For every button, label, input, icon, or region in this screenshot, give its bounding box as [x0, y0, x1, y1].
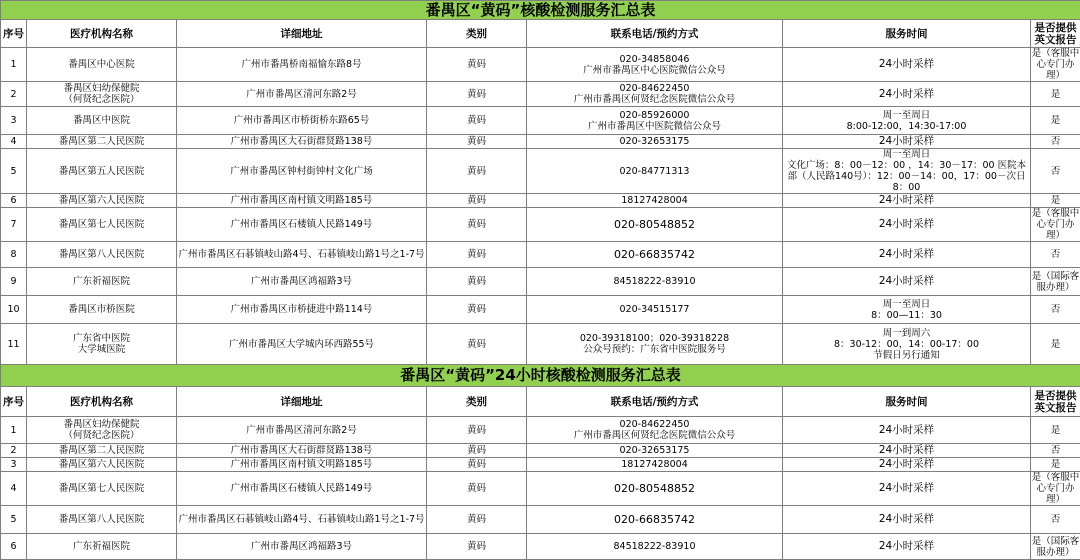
table-row [1, 506, 1080, 534]
address-text: 广州市番禺区南村镇文明路185号 [231, 459, 373, 470]
header-english-report-text: 是否提供英文报告 [1035, 390, 1077, 414]
category [427, 135, 527, 149]
table-row [1, 324, 1080, 365]
english-report-text: 否 [1051, 166, 1061, 177]
row-number-text: 4 [10, 136, 16, 147]
institution-name [27, 82, 177, 107]
institution-name [27, 208, 177, 242]
institution-name [27, 194, 177, 208]
address [177, 149, 427, 194]
service-time [783, 472, 1031, 506]
header-contact-text: 联系电话/预约方式 [611, 28, 699, 40]
header-contact [527, 20, 783, 48]
address-text: 广州市番禺区石楼镇人民路149号 [231, 483, 373, 494]
english-report-text: 是（客服中心专门办理） [1032, 208, 1080, 241]
service-time [783, 458, 1031, 472]
row-number-text: 10 [7, 304, 19, 315]
row-number-text: 6 [10, 541, 16, 552]
contact-text: 020-85926000 广州市番禺区中医院微信公众号 [588, 110, 721, 132]
address [177, 417, 427, 444]
table-row [1, 208, 1080, 242]
category-text: 黄码 [467, 483, 486, 494]
row-number [1, 506, 27, 534]
service-time [783, 135, 1031, 149]
service-time-text: 周一至周日 8:00-12:00，14:30-17:00 [847, 110, 967, 132]
header-row-number [1, 387, 27, 417]
institution-name [27, 242, 177, 268]
address [177, 472, 427, 506]
institution-name-text: 番禺区第二人民医院 [59, 136, 145, 147]
institution-name-text: 番禺区第八人民医院 [59, 514, 145, 525]
contact [527, 324, 783, 365]
institution-name-text: 番禺区第六人民医院 [59, 459, 145, 470]
row-number [1, 324, 27, 365]
header-institution-name [27, 20, 177, 48]
address [177, 208, 427, 242]
institution-name [27, 506, 177, 534]
address [177, 444, 427, 458]
address [177, 458, 427, 472]
contact-text: 020-34858046 广州市番禺区中心医院微信公众号 [583, 54, 726, 76]
header-contact [527, 387, 783, 417]
address-text: 广州市番禺区石碁镇岐山路4号、石碁镇岐山路1号之1-7号 [178, 514, 424, 525]
category [427, 208, 527, 242]
service-time-text: 24小时采样 [879, 218, 934, 230]
contact [527, 417, 783, 444]
english-report [1031, 242, 1080, 268]
address [177, 135, 427, 149]
address-text: 广州市番禺区鸿福路3号 [251, 276, 352, 287]
row-number-text: 5 [10, 514, 16, 525]
header-category [427, 387, 527, 417]
service-time-text: 24小时采样 [879, 135, 934, 147]
address [177, 107, 427, 135]
row-number [1, 208, 27, 242]
row-number [1, 48, 27, 82]
address-text: 广州市番禺区大学城内环西路55号 [229, 339, 374, 350]
row-number-text: 3 [10, 115, 16, 126]
service-time [783, 208, 1031, 242]
table-row [1, 194, 1080, 208]
row-number-text: 9 [10, 276, 16, 287]
contact-text: 84518222-83910 [613, 276, 695, 287]
institution-name-text: 番禺区第八人民医院 [59, 249, 145, 260]
institution-name [27, 296, 177, 324]
table-title [1, 365, 1080, 387]
institution-name [27, 268, 177, 296]
institution-name-text: 广东省中医院 大学城医院 [73, 333, 130, 355]
contact-text: 020-80548852 [614, 482, 695, 495]
contact [527, 107, 783, 135]
row-number-text: 11 [7, 339, 19, 350]
address-text: 广州市番禺区石碁镇岐山路4号、石碁镇岐山路1号之1-7号 [178, 249, 424, 260]
institution-name [27, 48, 177, 82]
contact [527, 242, 783, 268]
english-report [1031, 472, 1080, 506]
service-time-text: 24小时采样 [879, 275, 934, 287]
row-number [1, 194, 27, 208]
row-number-text: 1 [10, 59, 16, 70]
row-number-text: 7 [10, 219, 16, 230]
english-report [1031, 324, 1080, 365]
header-institution-name [27, 387, 177, 417]
table-title [1, 1, 1080, 20]
table-row [1, 82, 1080, 107]
header-category-text: 类别 [466, 28, 487, 40]
institution-name-text: 广东祈福医院 [73, 276, 130, 287]
contact-text: 020-66835742 [614, 248, 695, 261]
contact [527, 296, 783, 324]
header-institution-name-text: 医疗机构名称 [70, 28, 133, 40]
address-text: 广州市番禺区大石街群贤路138号 [231, 445, 373, 456]
institution-name-text: 番禺区中心医院 [68, 59, 135, 70]
header-service-time [783, 387, 1031, 417]
institution-name [27, 107, 177, 135]
table-row [1, 149, 1080, 194]
service-time [783, 82, 1031, 107]
category [427, 534, 527, 560]
english-report-text: 是（客服中心专门办理） [1032, 48, 1080, 81]
row-number [1, 296, 27, 324]
address-text: 广州市番禺区南村镇文明路185号 [231, 195, 373, 206]
address-text: 广州市番禺区钟村街钟村文化广场 [230, 166, 373, 177]
header-english-report-text: 是否提供英文报告 [1035, 22, 1077, 46]
english-report [1031, 444, 1080, 458]
row-number-text: 2 [10, 445, 16, 456]
contact [527, 472, 783, 506]
service-time-text: 24小时采样 [879, 88, 934, 100]
contact-text: 020-32653175 [620, 445, 690, 456]
address-text: 广州市番禺区市桥街桥东路65号 [234, 115, 370, 126]
contact [527, 48, 783, 82]
address [177, 534, 427, 560]
header-institution-name-text: 医疗机构名称 [70, 396, 133, 408]
service-time [783, 268, 1031, 296]
category-text: 黄码 [467, 219, 486, 230]
service-time [783, 296, 1031, 324]
row-number-text: 1 [10, 425, 16, 436]
english-report [1031, 107, 1080, 135]
contact [527, 135, 783, 149]
row-number [1, 149, 27, 194]
address [177, 296, 427, 324]
address-text: 广州市番禺区清河东路2号 [246, 425, 357, 436]
row-number [1, 107, 27, 135]
contact-text: 020-84771313 [620, 166, 690, 177]
category [427, 506, 527, 534]
category-text: 黄码 [467, 89, 486, 100]
category-text: 黄码 [467, 115, 486, 126]
table-row [1, 458, 1080, 472]
service-time-text: 24小时采样 [879, 58, 934, 70]
contact-text: 84518222-83910 [613, 541, 695, 552]
english-report [1031, 268, 1080, 296]
address [177, 48, 427, 82]
service-time-text: 24小时采样 [879, 458, 934, 470]
row-number [1, 458, 27, 472]
table-row [1, 242, 1080, 268]
address-text: 广州市番禺桥南福愉东路8号 [241, 59, 361, 70]
category-text: 黄码 [467, 459, 486, 470]
header-address-text: 详细地址 [281, 28, 323, 40]
header-row [1, 387, 1080, 417]
contact [527, 444, 783, 458]
service-time-text: 周一到周六 8：30-12：00，14：00-17：00 节假日另行通知 [834, 328, 979, 361]
service-time [783, 417, 1031, 444]
service-time [783, 324, 1031, 365]
table-row [1, 472, 1080, 506]
row-number-text: 5 [10, 166, 16, 177]
service-time [783, 107, 1031, 135]
category-text: 黄码 [467, 514, 486, 525]
english-report [1031, 458, 1080, 472]
header-contact-text: 联系电话/预约方式 [611, 396, 699, 408]
contact-text: 18127428004 [621, 195, 688, 206]
english-report [1031, 194, 1080, 208]
row-number [1, 268, 27, 296]
category [427, 444, 527, 458]
contact-text: 020-84622450 广州市番禺区何贤纪念医院微信公众号 [574, 83, 736, 105]
address-text: 广州市番禺区市桥捷进中路114号 [231, 304, 373, 315]
category [427, 296, 527, 324]
english-report-text: 是 [1051, 89, 1061, 100]
service-time [783, 149, 1031, 194]
table-title-text: 番禺区“黄码”24小时核酸检测服务汇总表 [400, 366, 681, 384]
english-report [1031, 48, 1080, 82]
address-text: 广州市番禺区鸿福路3号 [251, 541, 352, 552]
row-number-text: 6 [10, 195, 16, 206]
header-address-text: 详细地址 [281, 396, 323, 408]
category-text: 黄码 [467, 136, 486, 147]
english-report-text: 否 [1051, 445, 1061, 456]
row-number-text: 8 [10, 249, 16, 260]
header-service-time-text: 服务时间 [886, 28, 928, 40]
service-time-text: 周一至周日 文化广场：8：00－12：00 ，14：30－17：00 医院本部（人民路140号）：12：00－14：00，17：00－次日8：00 [787, 149, 1026, 193]
institution-name-text: 番禺区第七人民医院 [59, 483, 145, 494]
category [427, 324, 527, 365]
row-number [1, 534, 27, 560]
english-report [1031, 296, 1080, 324]
table-row [1, 444, 1080, 458]
contact [527, 149, 783, 194]
service-time-text: 24小时采样 [879, 424, 934, 436]
category [427, 107, 527, 135]
english-report-text: 是 [1051, 459, 1061, 470]
english-report-text: 否 [1051, 514, 1061, 525]
category [427, 458, 527, 472]
contact [527, 82, 783, 107]
header-english-report [1031, 20, 1080, 48]
header-row-number-text: 序号 [3, 396, 24, 408]
category-text: 黄码 [467, 59, 486, 70]
header-category-text: 类别 [466, 396, 487, 408]
contact [527, 506, 783, 534]
table-title-text: 番禺区“黄码”核酸检测服务汇总表 [426, 1, 656, 19]
english-report [1031, 149, 1080, 194]
row-number [1, 242, 27, 268]
service-time [783, 194, 1031, 208]
category [427, 472, 527, 506]
institution-name-text: 广东祈福医院 [73, 541, 130, 552]
header-category [427, 20, 527, 48]
category-text: 黄码 [467, 445, 486, 456]
service-time-text: 周一至周日 8：00—11：30 [871, 299, 942, 321]
address-text: 广州市番禺区石楼镇人民路149号 [231, 219, 373, 230]
category [427, 149, 527, 194]
header-service-time-text: 服务时间 [886, 396, 928, 408]
category [427, 82, 527, 107]
header-english-report [1031, 387, 1080, 417]
title-row [1, 365, 1080, 387]
row-number [1, 135, 27, 149]
institution-name [27, 458, 177, 472]
category-text: 黄码 [467, 166, 486, 177]
contact [527, 458, 783, 472]
table-row [1, 296, 1080, 324]
english-report [1031, 82, 1080, 107]
institution-name [27, 444, 177, 458]
institution-name-text: 番禺区第六人民医院 [59, 195, 145, 206]
institution-name-text: 番禺区第五人民医院 [59, 166, 145, 177]
service-time-text: 24小时采样 [879, 540, 934, 552]
table-row [1, 417, 1080, 444]
contact-text: 18127428004 [621, 459, 688, 470]
category [427, 268, 527, 296]
category [427, 417, 527, 444]
contact-text: 020-84622450 广州市番禺区何贤纪念医院微信公众号 [574, 419, 736, 441]
category-text: 黄码 [467, 195, 486, 206]
english-report-text: 否 [1051, 136, 1061, 147]
institution-name-text: 番禺区市桥医院 [68, 304, 135, 315]
address [177, 268, 427, 296]
address [177, 82, 427, 107]
english-report-text: 是（国际客服办理） [1032, 536, 1080, 558]
service-time [783, 242, 1031, 268]
institution-name [27, 149, 177, 194]
english-report-text: 否 [1051, 304, 1061, 315]
english-report [1031, 506, 1080, 534]
header-row [1, 20, 1080, 48]
category-text: 黄码 [467, 304, 486, 315]
header-service-time [783, 20, 1031, 48]
service-time-text: 24小时采样 [879, 248, 934, 260]
address [177, 506, 427, 534]
institution-name [27, 135, 177, 149]
english-report [1031, 208, 1080, 242]
english-report-text: 是 [1051, 195, 1061, 206]
contact-text: 020-34515177 [620, 304, 690, 315]
contact [527, 194, 783, 208]
category [427, 194, 527, 208]
institution-name-text: 番禺区妇幼保健院 （何贤纪念医院） [63, 419, 139, 441]
institution-name [27, 417, 177, 444]
english-report-text: 否 [1051, 249, 1061, 260]
table-row [1, 107, 1080, 135]
contact [527, 268, 783, 296]
english-report [1031, 534, 1080, 560]
table-row [1, 268, 1080, 296]
header-address [177, 387, 427, 417]
service-time [783, 444, 1031, 458]
service-time-text: 24小时采样 [879, 444, 934, 456]
english-report-text: 是（国际客服办理） [1032, 271, 1080, 293]
institution-name [27, 534, 177, 560]
table-row [1, 48, 1080, 82]
contact [527, 208, 783, 242]
category-text: 黄码 [467, 276, 486, 287]
english-report-text: 是 [1051, 425, 1061, 436]
english-report-text: 是 [1051, 115, 1061, 126]
contact-text: 020-39318100；020-39318228 公众号预约：广东省中医院服务号 [580, 333, 729, 355]
header-address [177, 20, 427, 48]
category-text: 黄码 [467, 541, 486, 552]
row-number [1, 472, 27, 506]
institution-name-text: 番禺区第七人民医院 [59, 219, 145, 230]
address-text: 广州市番禺区清河东路2号 [246, 89, 357, 100]
service-time [783, 506, 1031, 534]
service-time-text: 24小时采样 [879, 482, 934, 494]
header-row-number-text: 序号 [3, 28, 24, 40]
address [177, 242, 427, 268]
address [177, 324, 427, 365]
english-report [1031, 135, 1080, 149]
service-time-text: 24小时采样 [879, 194, 934, 206]
row-number [1, 82, 27, 107]
row-number [1, 417, 27, 444]
table-row [1, 534, 1080, 560]
category [427, 48, 527, 82]
header-row-number [1, 20, 27, 48]
row-number [1, 444, 27, 458]
row-number-text: 3 [10, 459, 16, 470]
english-report [1031, 417, 1080, 444]
row-number-text: 4 [10, 483, 16, 494]
institution-name-text: 番禺区第二人民医院 [59, 445, 145, 456]
institution-name [27, 472, 177, 506]
service-time [783, 48, 1031, 82]
title-row [1, 1, 1080, 20]
row-number-text: 2 [10, 89, 16, 100]
address-text: 广州市番禺区大石街群贤路138号 [231, 136, 373, 147]
institution-name-text: 番禺区妇幼保健院 （何贤纪念医院） [63, 83, 139, 105]
contact [527, 534, 783, 560]
table-row [1, 135, 1080, 149]
category-text: 黄码 [467, 249, 486, 260]
contact-text: 020-32653175 [620, 136, 690, 147]
institution-name [27, 324, 177, 365]
english-report-text: 是（客服中心专门办理） [1032, 472, 1080, 505]
address [177, 194, 427, 208]
service-time-text: 24小时采样 [879, 513, 934, 525]
category-text: 黄码 [467, 339, 486, 350]
contact-text: 020-66835742 [614, 513, 695, 526]
category [427, 242, 527, 268]
english-report-text: 是 [1051, 339, 1061, 350]
service-time [783, 534, 1031, 560]
contact-text: 020-80548852 [614, 218, 695, 231]
category-text: 黄码 [467, 425, 486, 436]
institution-name-text: 番禺区中医院 [73, 115, 130, 126]
